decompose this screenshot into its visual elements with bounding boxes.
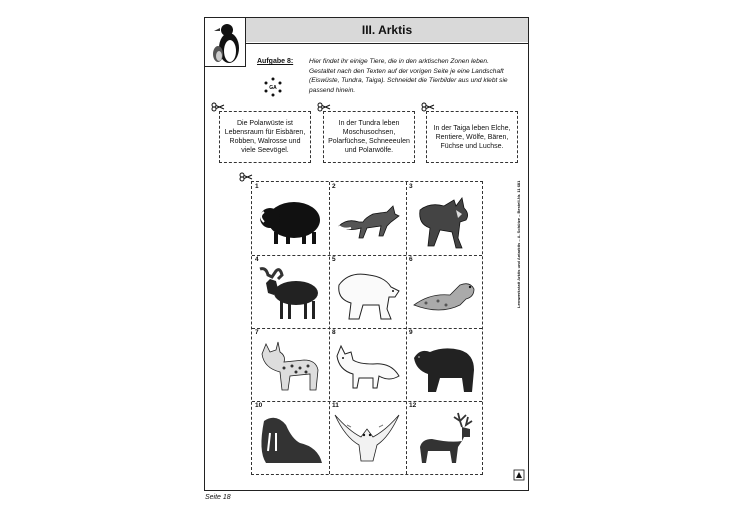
animal-card — [252, 255, 329, 328]
card-number: 11 — [332, 402, 339, 409]
animal-card — [329, 182, 406, 255]
card-number: 8 — [332, 329, 336, 336]
seal-icon — [410, 265, 479, 323]
penguin-icon — [205, 18, 246, 67]
walrus-icon — [256, 411, 325, 469]
animal-cutout-grid — [251, 181, 483, 475]
animal-card — [406, 255, 483, 328]
publisher-logo-icon — [513, 468, 525, 482]
animal-card — [406, 182, 483, 255]
animal-card — [252, 328, 329, 401]
habitat-text-tundra: In der Tundra leben Moschusochsen, Polarfüchse, Schneeeulen und Polarwölfe. — [323, 111, 415, 163]
page-header — [205, 18, 528, 44]
task-description: Hier findet ihr einige Tiere, die in den arktischen Zonen leben. Gestaltet nach den Texten auf der vorigen Seite je eine Landschaft (Eiswüste, Tundra, Taiga). Schneidet die Tierbilder aus und klebt sie passend hinein. — [309, 58, 508, 94]
lynx-icon — [256, 338, 325, 396]
animal-card — [329, 328, 406, 401]
animal-card — [252, 182, 329, 255]
animal-card — [406, 328, 483, 401]
page-number: Seite 18 — [205, 494, 231, 501]
reindeer-icon — [410, 411, 479, 469]
card-number: 12 — [409, 402, 417, 409]
card-number: 2 — [332, 183, 336, 190]
card-number: 7 — [255, 329, 259, 336]
card-number: 4 — [255, 256, 259, 263]
arctic-fox-icon — [333, 338, 402, 396]
card-number: 5 — [332, 256, 336, 263]
snowy-owl-icon — [333, 411, 402, 469]
habitat-text-polar-desert: Die Polarwüste ist Lebensraum für Eisbären, Robben, Walrosse und viele Seevögel. — [219, 111, 311, 163]
fox-icon — [333, 192, 402, 250]
animal-card — [329, 255, 406, 328]
animal-card — [252, 401, 329, 474]
polar-bear-icon — [333, 265, 402, 323]
worksheet-page — [204, 17, 529, 491]
card-number: 10 — [255, 402, 263, 409]
task-label: Aufgabe 8: — [257, 58, 294, 65]
moose-icon — [256, 265, 325, 323]
card-number: 6 — [409, 256, 413, 263]
card-number: 1 — [255, 183, 259, 190]
card-number: 9 — [409, 329, 413, 336]
publisher-vertical-text: Lernwerkstatt Arktis und Antarktis – A. Schütze – Bestell-Nr. 11 681 — [516, 180, 521, 308]
animal-card — [406, 401, 483, 474]
animal-card — [329, 401, 406, 474]
badge-text: GA — [269, 85, 277, 91]
page-title: III. Arktis — [245, 18, 528, 42]
wolf-icon — [410, 192, 479, 250]
bear-icon — [410, 338, 479, 396]
group-work-badge — [262, 76, 284, 98]
musk-ox-icon — [256, 192, 325, 250]
habitat-text-taiga: In der Taiga leben Elche, Rentiere, Wölfe, Bären, Füchse und Luchse. — [426, 111, 518, 163]
card-number: 3 — [409, 183, 413, 190]
